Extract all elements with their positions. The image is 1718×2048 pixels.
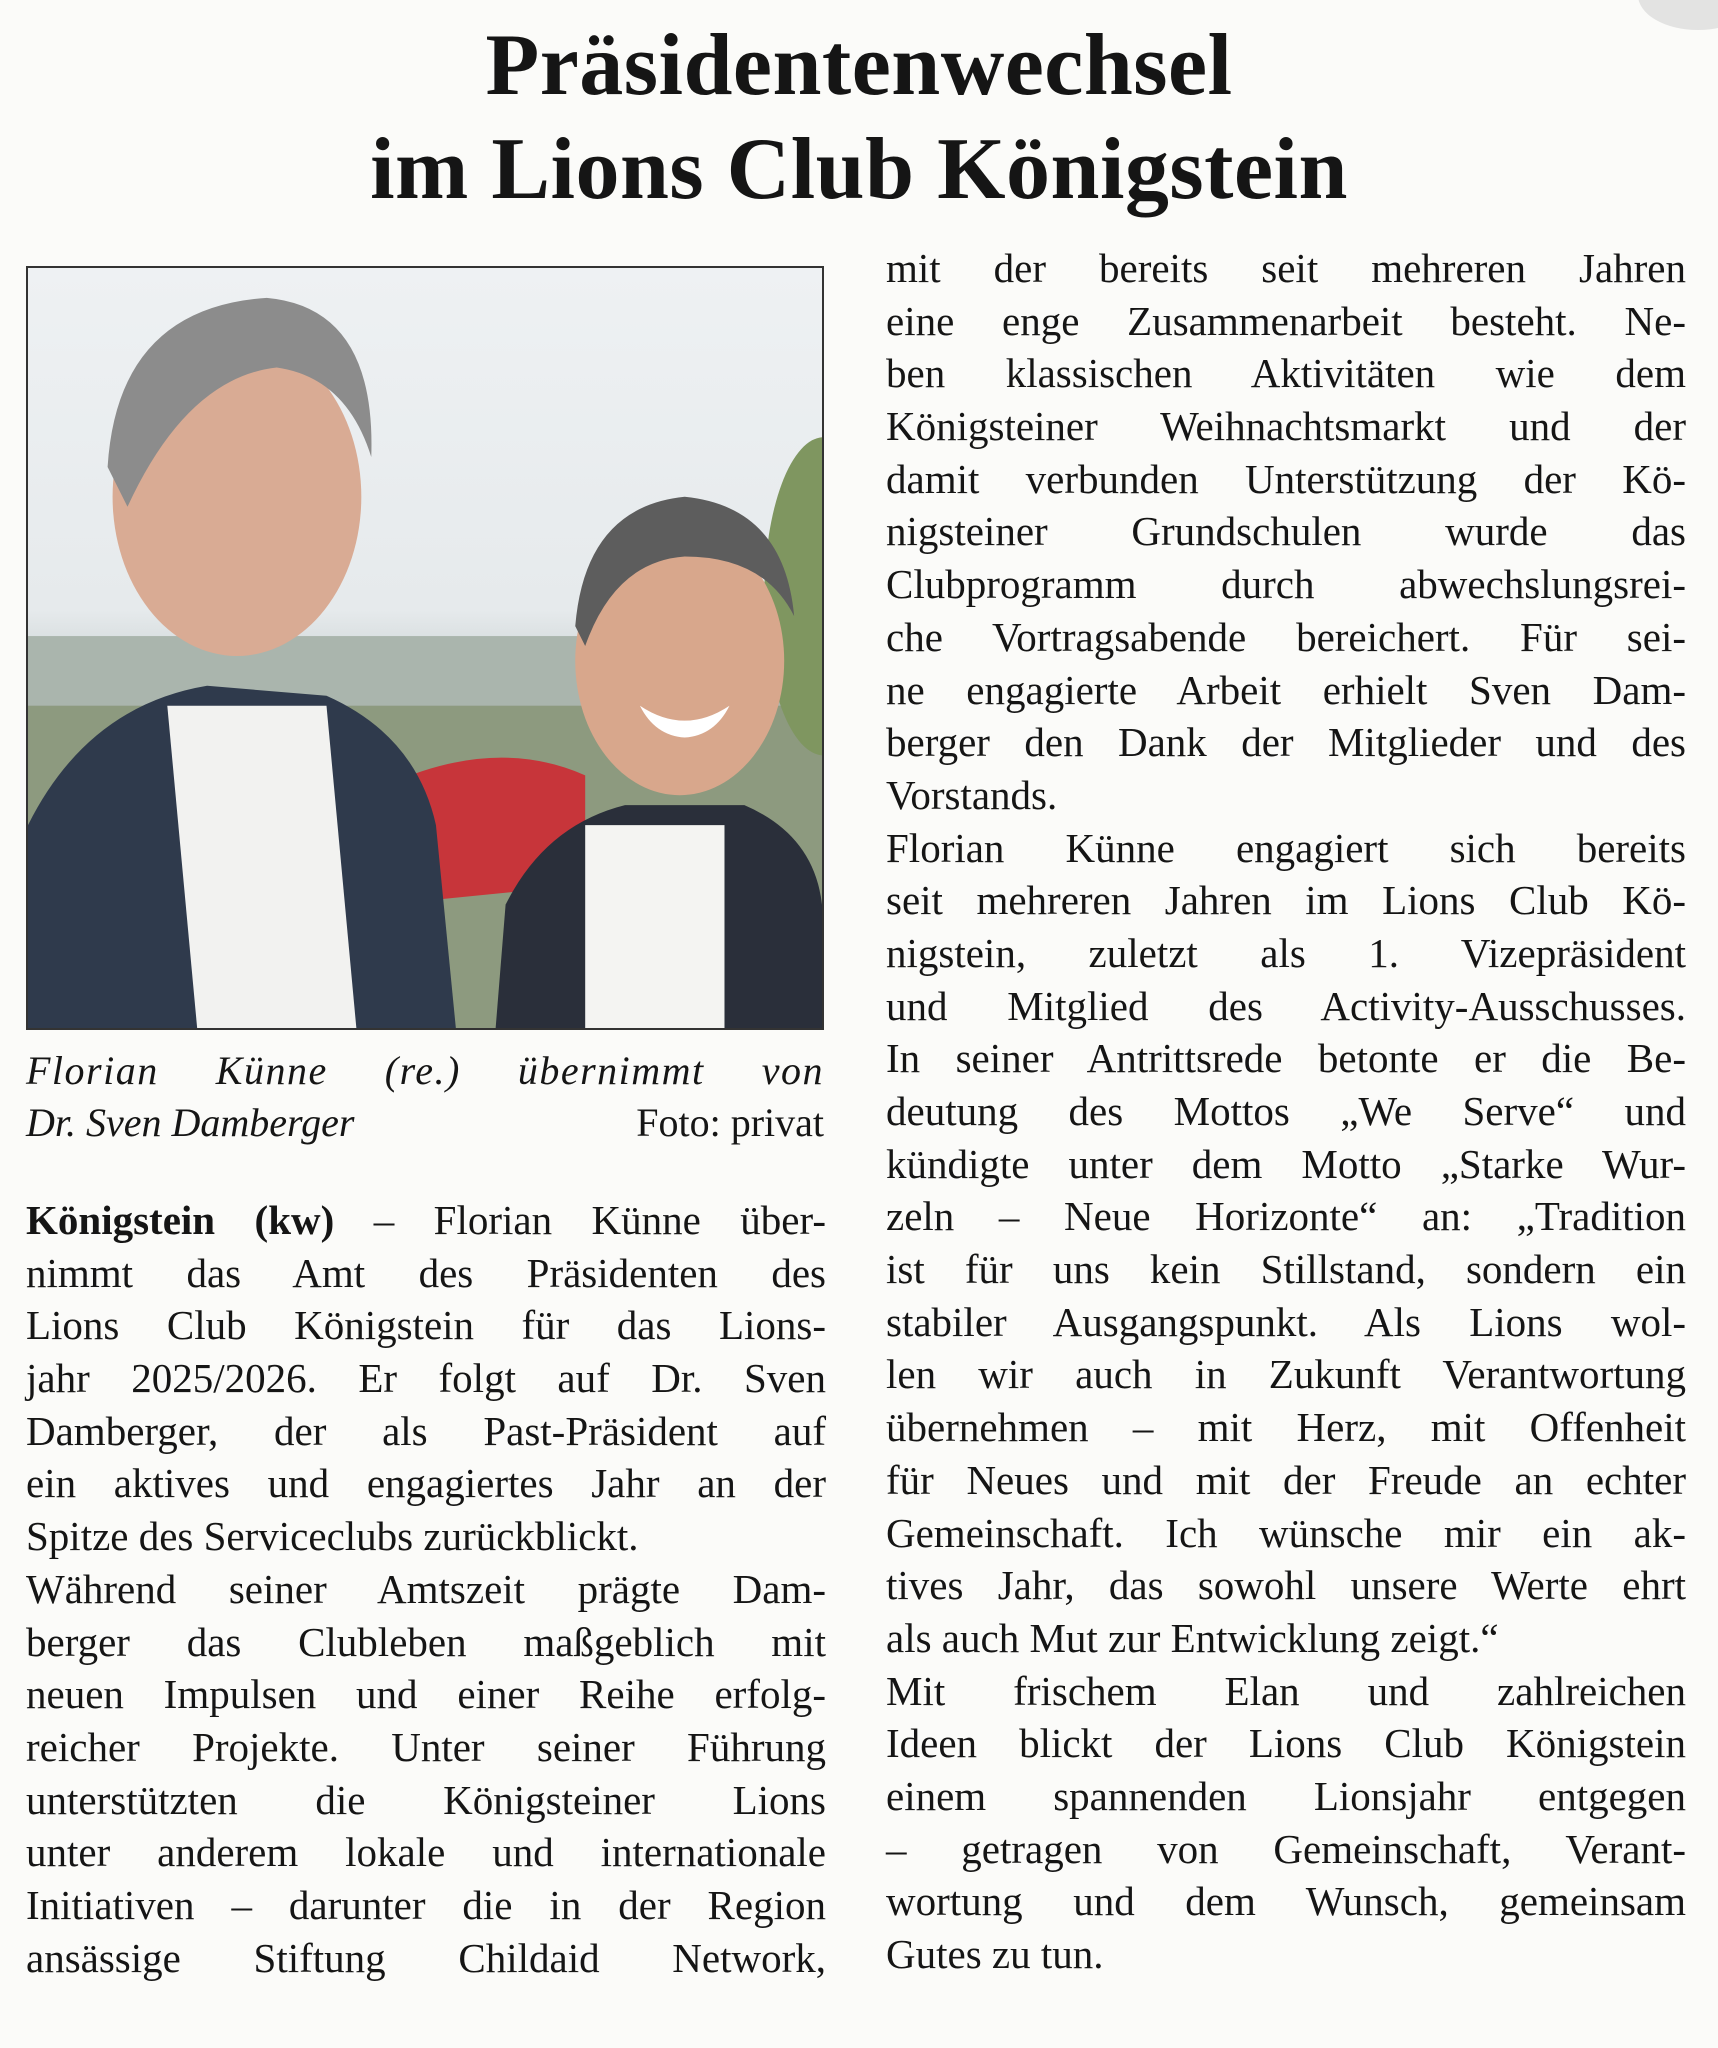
body-line: Mit frischem Elan und zahlreichen: [886, 1667, 1686, 1714]
body-line: als auch Mut zur Entwicklung zeigt.“: [886, 1614, 1499, 1661]
body-line: berger das Clubleben maßgeblich mit: [26, 1618, 826, 1665]
body-line: für Neues und mit der Freude an echter: [886, 1456, 1686, 1503]
body-line: seit mehreren Jahren im Lions Club Kö-: [886, 877, 1686, 924]
body-line: Während seiner Amtszeit prägte Dam-: [26, 1565, 826, 1612]
body-line: jahr 2025/2026. Er folgt auf Dr. Sven: [26, 1355, 826, 1402]
body-line: kündigte unter dem Motto „Starke Wur-: [886, 1140, 1686, 1187]
photo-caption: [26, 1045, 824, 1149]
body-line: ist für uns kein Stillstand, sondern ein: [886, 1246, 1686, 1293]
body-line: nigstein, zuletzt als 1. Vizepräsident: [886, 929, 1686, 976]
body-line: Königsteiner Weihnachtsmarkt und der: [886, 403, 1686, 450]
body-line: unterstützten die Königsteiner Lions: [26, 1776, 826, 1823]
body-line: Gemeinschaft. Ich wünsche mir ein ak-: [886, 1509, 1686, 1556]
body-line: che Vortragsabende bereichert. Für sei-: [886, 613, 1686, 660]
body-line: In seiner Antrittsrede betonte er die Be-: [886, 1035, 1686, 1082]
body-line: ein aktives und engagiertes Jahr an der: [26, 1460, 826, 1507]
photo-illustration: [28, 268, 822, 1028]
body-line: stabiler Ausgangspunkt. Als Lions wol-: [886, 1298, 1686, 1345]
body-line: einem spannenden Lionsjahr entgegen: [886, 1772, 1686, 1819]
body-line: Ideen blickt der Lions Club Königstein: [886, 1720, 1686, 1767]
dateline: Königstein (kw): [26, 1197, 335, 1243]
headline-line-1: Präsidentenwechsel: [485, 17, 1233, 114]
body-line: übernehmen – mit Herz, mit Offenheit: [886, 1404, 1686, 1451]
body-line: zeln – Neue Horizonte“ an: „Tradition: [886, 1193, 1686, 1240]
body-line: deutung des Mottos „We Serve“ und: [886, 1088, 1686, 1134]
body-line: nimmt das Amt des Präsidenten des: [26, 1249, 826, 1296]
body-line: neuen Impulsen und einer Reihe erfolg-: [26, 1671, 826, 1718]
article-column-right: [886, 242, 1686, 1981]
body-line: ansässige Stiftung Childaid Network,: [26, 1934, 826, 1981]
headline: [0, 14, 1718, 222]
body-line: reicher Projekte. Unter seiner Führung: [26, 1723, 826, 1770]
body-text: – Florian Künne über-: [334, 1197, 826, 1243]
body-line: Gutes zu tun.: [886, 1931, 1104, 1977]
body-line: nigsteiner Grundschulen wurde das: [886, 508, 1686, 555]
body-line: damit verbunden Unterstützung der Kö-: [886, 455, 1686, 502]
body-line: Clubprogramm durch abwechslungsrei-: [886, 561, 1686, 608]
body-line: tives Jahr, das sowohl unsere Werte ehrt: [886, 1562, 1686, 1609]
caption-line-1: Florian Künne (re.) übernimmt von: [26, 1048, 824, 1093]
caption-line-2: [26, 1097, 824, 1149]
body-line: und Mitglied des Activity-Ausschusses.: [886, 982, 1686, 1029]
body-line: Florian Künne engagiert sich bereits: [886, 824, 1686, 871]
body-line: berger den Dank der Mitglieder und des: [886, 719, 1686, 766]
headline-line-2: im Lions Club Königstein: [370, 121, 1348, 218]
body-line: unter anderem lokale und internationale: [26, 1829, 826, 1876]
article-column-left: [26, 1194, 826, 1984]
body-line: [26, 1194, 826, 1247]
photo-credit: Foto: privat: [636, 1100, 824, 1145]
body-line: wortung und dem Wunsch, gemeinsam: [886, 1878, 1686, 1925]
body-line: Spitze des Serviceclubs zurückblickt.: [26, 1513, 639, 1560]
body-line: ne engagierte Arbeit erhielt Sven Dam-: [886, 666, 1686, 713]
body-line: Lions Club Königstein für das Lions-: [26, 1302, 826, 1349]
body-line: eine enge Zusammenarbeit besteht. Ne-: [886, 297, 1686, 344]
body-line: Vorstands.: [886, 771, 1058, 818]
photo-left-shirt: [167, 706, 356, 1028]
body-line: mit der bereits seit mehreren Jahren: [886, 245, 1686, 291]
body-line: – getragen von Gemeinschaft, Verant-: [886, 1825, 1686, 1872]
body-line: len wir auch in Zukunft Verantwortung: [886, 1351, 1686, 1398]
body-line: Damberger, der als Past-Präsident auf: [26, 1407, 826, 1454]
body-line: ben klassischen Aktivitäten wie dem: [886, 350, 1686, 397]
body-line: Initiativen – darunter die in der Region: [26, 1881, 826, 1928]
article-photo: [26, 266, 824, 1030]
caption-name: Dr. Sven Damberger: [26, 1100, 355, 1145]
photo-right-shirt: [585, 825, 724, 1028]
